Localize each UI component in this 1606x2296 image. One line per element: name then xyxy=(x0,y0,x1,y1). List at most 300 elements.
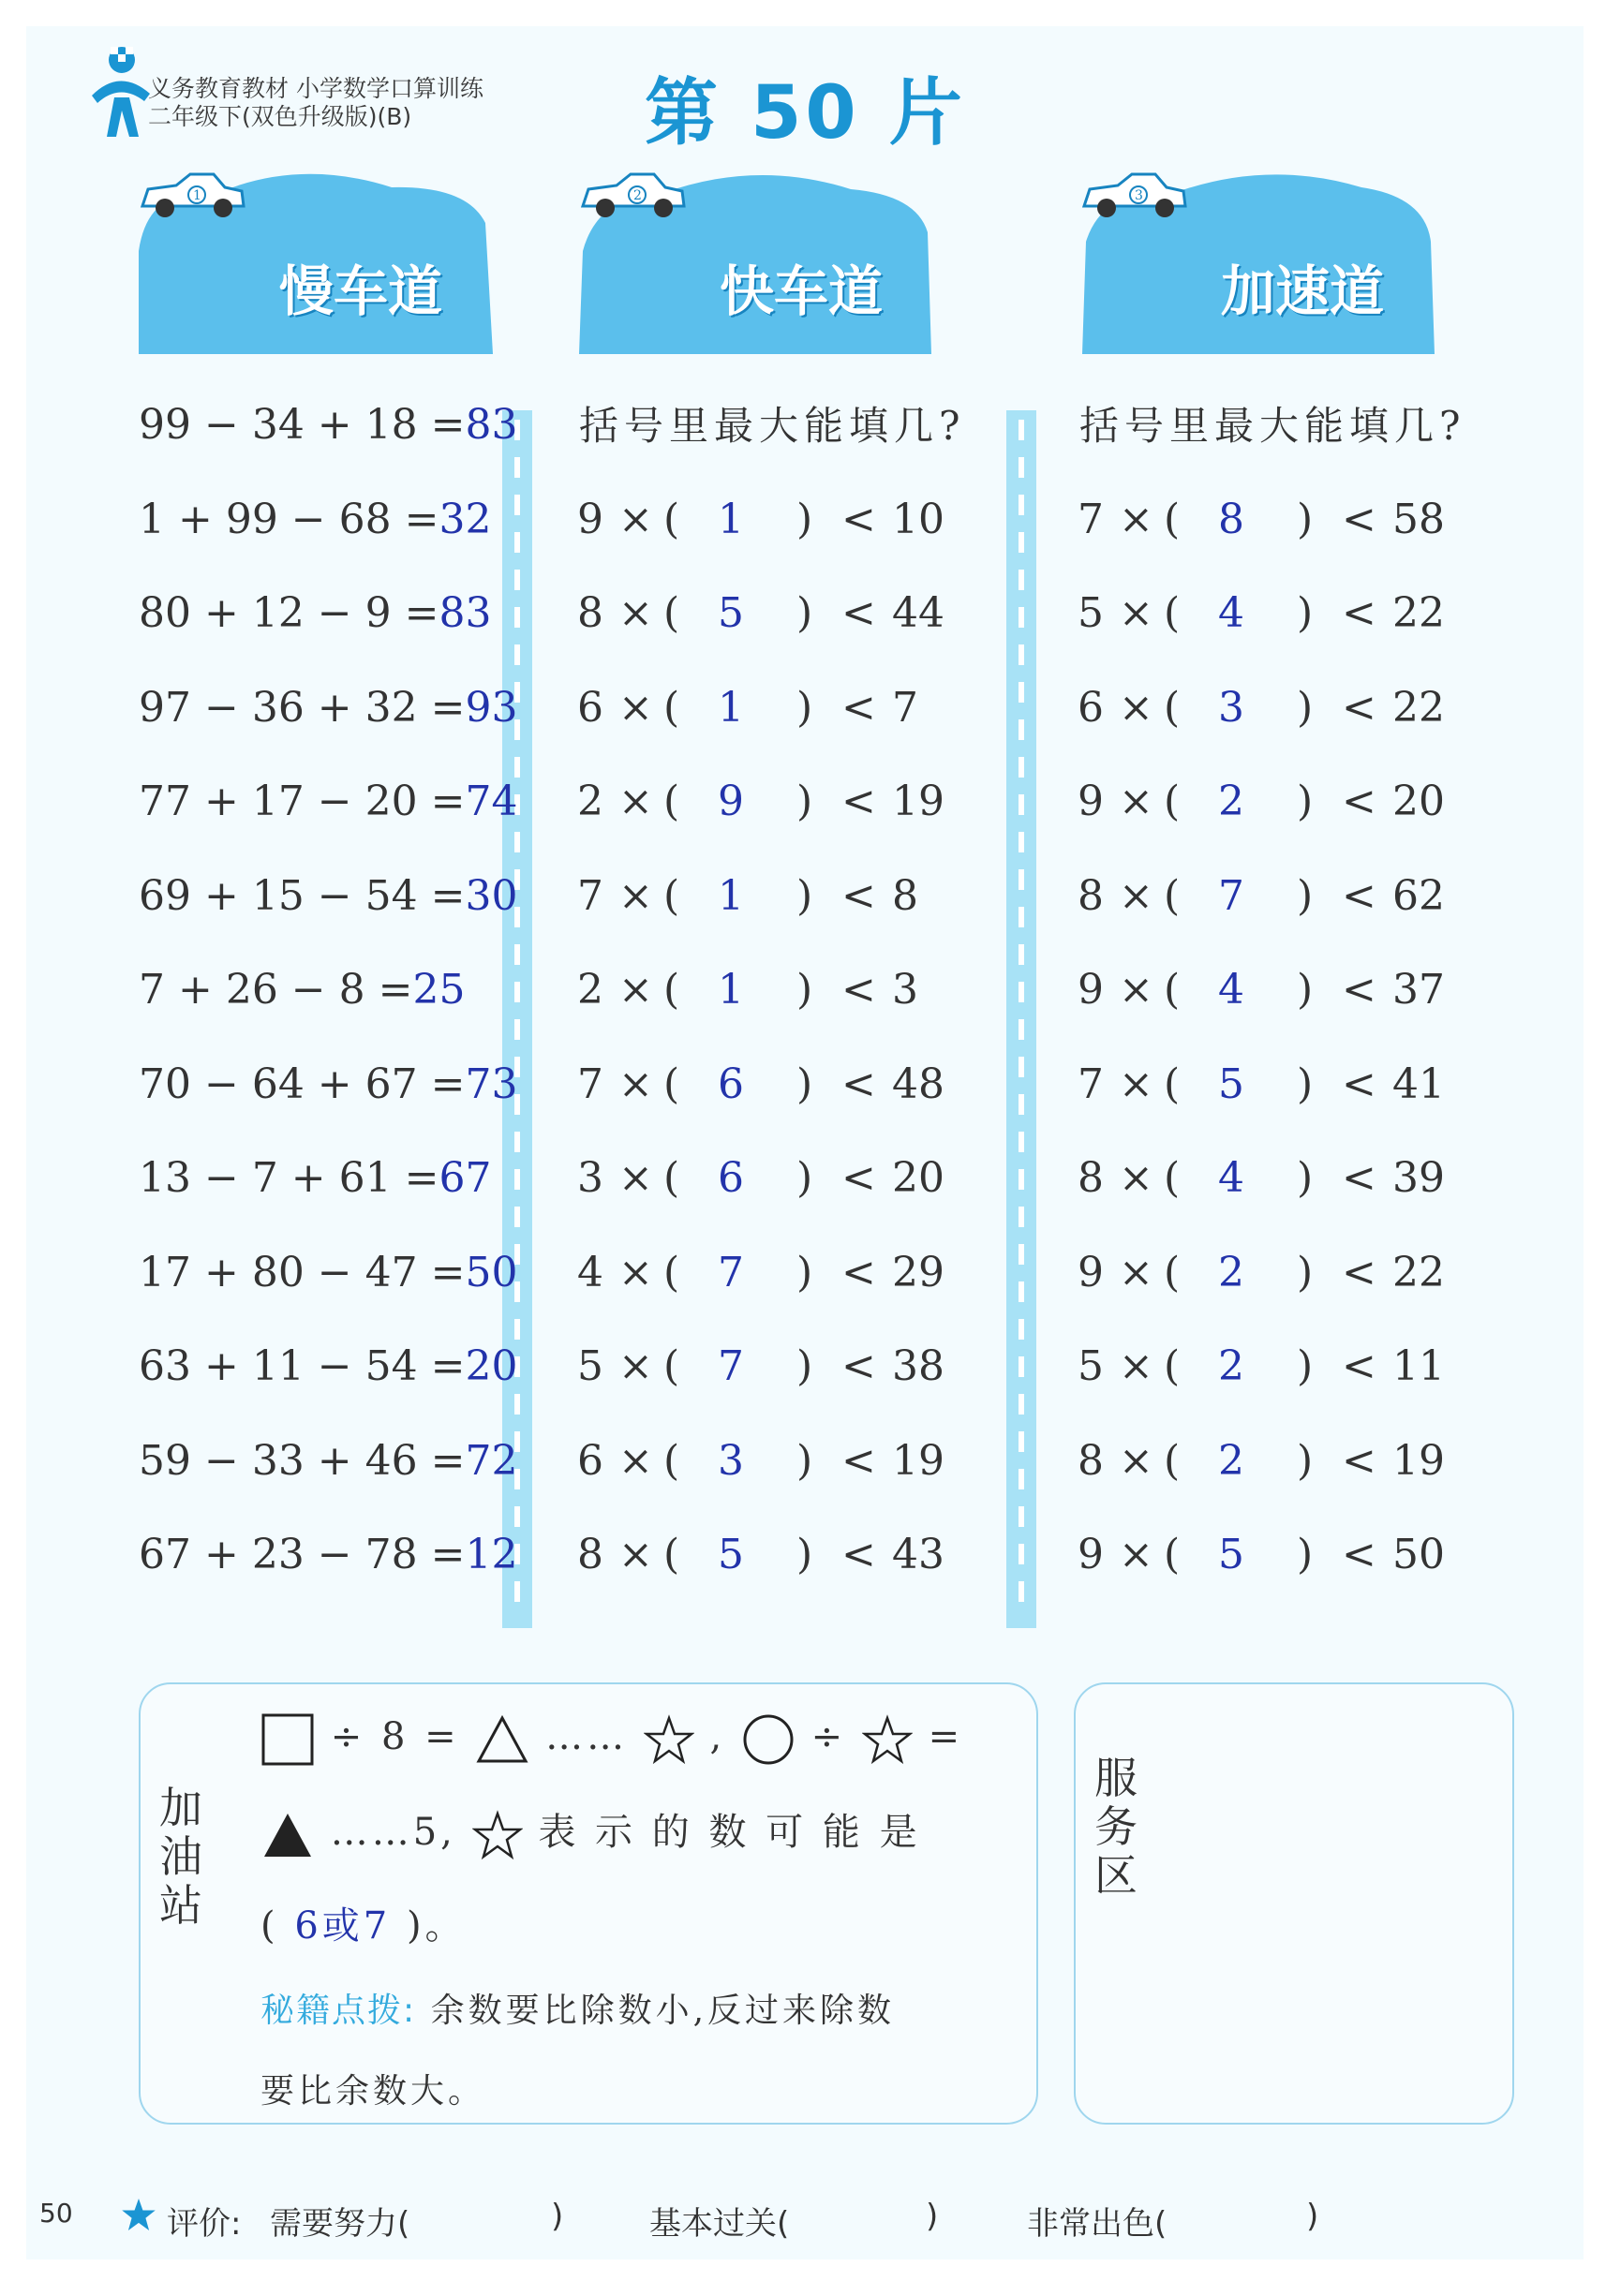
equation-text: 17 + 80 − 47 = xyxy=(139,1248,466,1296)
equation-text: 97 − 36 + 32 = xyxy=(139,683,466,732)
limit-value: 22 xyxy=(1392,683,1445,732)
lane-banner-speed xyxy=(1080,167,1436,363)
divider-dash xyxy=(514,832,520,852)
divider-dash xyxy=(1019,1506,1024,1527)
multiplier: 9 xyxy=(577,495,603,543)
fill-answer: 2 xyxy=(1218,1342,1244,1390)
speed-lane-heading: 括号里最大能填几? xyxy=(1079,403,1466,449)
equation-answer: 74 xyxy=(465,778,518,825)
equation-row xyxy=(139,872,518,928)
limit-value: 3 xyxy=(892,966,918,1014)
fill-row xyxy=(1078,872,1471,928)
equation-answer: 83 xyxy=(439,589,492,637)
divider-dash xyxy=(1019,719,1024,740)
equation-answer: 12 xyxy=(465,1531,518,1578)
race-car-icon xyxy=(139,167,246,223)
paren-open: ( xyxy=(663,778,680,825)
less-than-sign: < xyxy=(841,1059,876,1108)
race-car-icon xyxy=(1080,167,1188,223)
divider-dash xyxy=(1019,532,1024,553)
equation-row xyxy=(139,1060,518,1117)
fill-row xyxy=(577,1060,971,1117)
fast-lane-heading: 括号里最大能填几? xyxy=(579,403,966,449)
multiplier: 5 xyxy=(1078,1342,1104,1390)
times-sign: × xyxy=(618,1248,653,1296)
station-line-2 xyxy=(260,1802,921,1860)
less-than-sign: < xyxy=(1342,1059,1376,1108)
equation-answer: 73 xyxy=(465,1059,518,1108)
divider-dash xyxy=(1019,1431,1024,1452)
times-sign: × xyxy=(1119,966,1153,1014)
multiplier: 6 xyxy=(1078,683,1104,732)
paren-close: ) xyxy=(1297,1342,1314,1390)
divider-dash xyxy=(1019,869,1024,890)
divider-dash xyxy=(1019,644,1024,665)
fill-answer: 2 xyxy=(1218,1436,1244,1485)
divider-dash xyxy=(514,644,520,665)
equation-text: 67 + 23 − 78 = xyxy=(139,1531,466,1578)
limit-value: 7 xyxy=(892,683,918,732)
divider-dash xyxy=(1019,457,1024,478)
tip-key: 秘籍点拨: xyxy=(260,1992,417,2030)
less-than-sign: < xyxy=(1342,1531,1376,1578)
divider-dash xyxy=(1019,944,1024,965)
station-answer: 6或7 xyxy=(294,1904,392,1948)
divider-dash xyxy=(1019,832,1024,852)
station-line-1 xyxy=(260,1712,963,1767)
fill-row xyxy=(1078,1531,1471,1587)
limit-value: 41 xyxy=(1392,1059,1445,1108)
paren-close: ) xyxy=(1297,1531,1314,1578)
divider-dash xyxy=(514,1019,520,1040)
multiplier: 8 xyxy=(1078,871,1104,920)
divider-dash xyxy=(1019,1356,1024,1377)
less-than-sign: < xyxy=(841,871,876,920)
fill-row xyxy=(1078,589,1471,645)
fill-row xyxy=(577,1531,971,1587)
paren-close: ) xyxy=(796,1248,813,1296)
less-than-sign: < xyxy=(841,589,876,637)
series-title xyxy=(148,75,483,131)
square-icon xyxy=(260,1712,315,1767)
multiplier: 5 xyxy=(1078,589,1104,637)
multiplier: 8 xyxy=(577,1531,603,1578)
divider-dash xyxy=(514,495,520,515)
limit-value: 20 xyxy=(892,1154,944,1202)
divider-dash xyxy=(1019,907,1024,927)
paren-open: ( xyxy=(1164,683,1181,732)
equation-text: 99 − 34 + 18 = xyxy=(139,401,466,449)
ellipsis-text: …… xyxy=(545,1715,629,1758)
multiplier: 6 xyxy=(577,1436,603,1485)
limit-value: 58 xyxy=(1392,495,1445,543)
paren-open: ( xyxy=(663,1059,680,1108)
eval-option-1: 需要努力( xyxy=(270,2205,410,2243)
times-sign: × xyxy=(618,1531,653,1578)
fill-answer: 4 xyxy=(1218,589,1244,637)
service-label: 服务区 xyxy=(1094,1753,1138,1901)
star-icon xyxy=(120,2196,157,2233)
fill-row xyxy=(1078,1249,1471,1305)
equation-row xyxy=(139,401,518,457)
times-sign: × xyxy=(1119,1342,1153,1390)
divider-dash xyxy=(1019,607,1024,628)
multiplier: 7 xyxy=(1078,495,1104,543)
times-sign: × xyxy=(1119,589,1153,637)
divider-dash xyxy=(514,457,520,478)
fill-answer: 5 xyxy=(1218,1531,1244,1578)
fill-row xyxy=(577,1154,971,1210)
equation-row xyxy=(139,1154,492,1210)
paren-open: ( xyxy=(1164,1248,1181,1296)
times-sign: × xyxy=(1119,683,1153,732)
lane-divider xyxy=(1006,410,1036,1628)
divider-dash xyxy=(1019,1244,1024,1265)
fill-row xyxy=(1078,966,1471,1022)
multiplier: 9 xyxy=(1078,778,1104,825)
multiplier: 9 xyxy=(1078,966,1104,1014)
divider-dash xyxy=(1019,1394,1024,1415)
paren-open: ( xyxy=(663,1531,680,1578)
divider-dash xyxy=(1019,982,1024,1002)
fill-row xyxy=(577,684,971,740)
car-number: 2 xyxy=(633,188,642,203)
divider-dash xyxy=(514,757,520,778)
fill-row xyxy=(577,1249,971,1305)
question-text: 表 示 的 数 可 能 是 xyxy=(538,1811,921,1854)
equation-row xyxy=(139,1531,518,1587)
divider-dash xyxy=(514,1169,520,1190)
paren-open: ( xyxy=(1164,1531,1181,1578)
equation-answer: 32 xyxy=(439,495,492,543)
divider-dash xyxy=(514,1506,520,1527)
tip-text-2: 要比余数大。 xyxy=(260,2072,486,2111)
fill-row xyxy=(1078,496,1471,552)
less-than-sign: < xyxy=(841,495,876,543)
divider-dash xyxy=(1019,1581,1024,1602)
fill-row xyxy=(1078,1342,1471,1399)
equation-answer: 30 xyxy=(465,871,518,920)
fill-row xyxy=(577,496,971,552)
remainder-text: ……5, xyxy=(330,1811,456,1854)
paren-close: ) xyxy=(796,589,813,637)
paren-close: ) xyxy=(796,1154,813,1202)
paren-close: ) xyxy=(796,683,813,732)
header xyxy=(26,26,1584,157)
limit-value: 48 xyxy=(892,1059,944,1108)
fill-row xyxy=(577,778,971,834)
fill-answer: 7 xyxy=(718,1248,744,1296)
paren-open: ( xyxy=(1164,1342,1181,1390)
fill-answer: 6 xyxy=(718,1059,744,1108)
paren-open: ( xyxy=(1164,778,1181,825)
paren-close: ) xyxy=(796,966,813,1014)
paren-close: ) xyxy=(1297,1248,1314,1296)
page xyxy=(26,26,1584,2259)
equation-row xyxy=(139,589,492,645)
star-icon xyxy=(862,1714,913,1765)
less-than-sign: < xyxy=(1342,1154,1376,1202)
paren-open: ( xyxy=(663,871,680,920)
paren-close: ) xyxy=(796,778,813,825)
multiplier: 8 xyxy=(1078,1436,1104,1485)
car-number: 1 xyxy=(193,188,201,203)
fill-answer: 2 xyxy=(1218,1248,1244,1296)
less-than-sign: < xyxy=(841,1342,876,1390)
less-than-sign: < xyxy=(841,1531,876,1578)
equation-text: 59 − 33 + 46 = xyxy=(139,1436,466,1485)
divider-dash xyxy=(1019,757,1024,778)
divider-dash xyxy=(514,1132,520,1152)
divider-dash xyxy=(1019,1057,1024,1077)
divider-dash xyxy=(1019,1207,1024,1227)
multiplier: 7 xyxy=(1078,1059,1104,1108)
fill-row xyxy=(577,966,971,1022)
divider-dash xyxy=(1019,682,1024,703)
fill-answer: 5 xyxy=(1218,1059,1244,1108)
divider-dash xyxy=(1019,570,1024,590)
paren-open: ( xyxy=(663,1154,680,1202)
divider-dash xyxy=(514,982,520,1002)
limit-value: 62 xyxy=(1392,871,1445,920)
limit-value: 37 xyxy=(1392,966,1445,1014)
divider-dash xyxy=(1019,1169,1024,1190)
paren-close: ) xyxy=(1297,683,1314,732)
fill-answer: 4 xyxy=(1218,966,1244,1014)
limit-value: 19 xyxy=(892,778,944,825)
eval-option-3: 非常出色( xyxy=(1027,2205,1167,2243)
limit-value: 39 xyxy=(1392,1154,1445,1202)
multiplier: 7 xyxy=(577,1059,603,1108)
page-title: 第 50 片 xyxy=(645,71,966,156)
paren-close: ) xyxy=(1297,1059,1314,1108)
divider-dash xyxy=(1019,1019,1024,1040)
paren-open: ( xyxy=(663,495,680,543)
lane-label: 慢车道 xyxy=(279,259,443,323)
equation-answer: 93 xyxy=(465,683,518,732)
divider-dash xyxy=(514,1207,520,1227)
paren-close: ) xyxy=(796,1342,813,1390)
limit-value: 11 xyxy=(1392,1342,1445,1390)
multiplier: 8 xyxy=(1078,1154,1104,1202)
divider-dash xyxy=(1019,495,1024,515)
tip-line-2 xyxy=(260,2065,485,2112)
paren-open: ( xyxy=(663,589,680,637)
paren-open: ( xyxy=(1164,1059,1181,1108)
comma-text: , xyxy=(709,1715,726,1758)
paren-close: ) xyxy=(1297,495,1314,543)
fill-answer: 6 xyxy=(718,1154,744,1202)
equation-answer: 25 xyxy=(412,966,466,1014)
less-than-sign: < xyxy=(841,683,876,732)
less-than-sign: < xyxy=(1342,1436,1376,1485)
less-than-sign: < xyxy=(1342,495,1376,543)
page-number: 50 xyxy=(39,2198,73,2229)
multiplier: 2 xyxy=(577,966,603,1014)
divider-dash xyxy=(1019,1319,1024,1340)
less-than-sign: < xyxy=(841,1436,876,1485)
equation-row xyxy=(139,778,518,834)
less-than-sign: < xyxy=(841,1154,876,1202)
equation-text: 13 − 7 + 61 = xyxy=(139,1154,439,1202)
limit-value: 19 xyxy=(1392,1436,1445,1485)
limit-value: 10 xyxy=(892,495,944,543)
equation-row xyxy=(139,966,466,1022)
paren-open: ( xyxy=(1164,966,1181,1014)
eval-option-2-close: ) xyxy=(926,2198,939,2235)
fill-answer: 9 xyxy=(718,778,744,825)
less-than-sign: < xyxy=(841,1248,876,1296)
times-sign: × xyxy=(1119,1154,1153,1202)
paren-open: ( xyxy=(663,1248,680,1296)
less-than-sign: < xyxy=(841,966,876,1014)
eval-option-1-close: ) xyxy=(551,2198,564,2235)
fill-row xyxy=(1078,684,1471,740)
paren-open: ( xyxy=(1164,871,1181,920)
service-area-box xyxy=(1074,1682,1514,2125)
multiplier: 9 xyxy=(1078,1531,1104,1578)
paren-close: ) xyxy=(1297,778,1314,825)
station-line-3 xyxy=(260,1896,467,1949)
tip-line-1 xyxy=(260,1984,895,2032)
fill-row xyxy=(577,1437,971,1493)
divider-dash xyxy=(514,532,520,553)
times-sign: × xyxy=(1119,1436,1153,1485)
equation-text: 69 + 15 − 54 = xyxy=(139,871,466,920)
equation-text: 1 + 99 − 68 = xyxy=(139,495,439,543)
times-sign: × xyxy=(618,966,653,1014)
equation-text: 7 + 26 − 8 = xyxy=(139,966,413,1014)
lane-label: 加速道 xyxy=(1221,259,1385,323)
star-icon xyxy=(644,1714,694,1765)
paren-open: ( xyxy=(663,1436,680,1485)
limit-value: 50 xyxy=(1392,1531,1445,1578)
division-text-2: ÷ xyxy=(810,1715,847,1758)
fill-row xyxy=(577,589,971,645)
eval-option-2: 基本过关( xyxy=(649,2205,790,2243)
multiplier: 9 xyxy=(1078,1248,1104,1296)
divider-dash xyxy=(1019,1281,1024,1302)
paren-close: ) xyxy=(796,1436,813,1485)
paren-open: ( xyxy=(260,1904,279,1948)
filled-triangle-icon xyxy=(260,1810,315,1860)
times-sign: × xyxy=(1119,778,1153,825)
times-sign: × xyxy=(1119,495,1153,543)
times-sign: × xyxy=(1119,1531,1153,1578)
divider-dash xyxy=(514,570,520,590)
fill-answer: 5 xyxy=(718,1531,744,1578)
lane-banner-fast xyxy=(579,167,935,363)
paren-open: ( xyxy=(1164,589,1181,637)
fill-answer: 3 xyxy=(1218,683,1244,732)
equation-row xyxy=(139,1437,518,1493)
fill-answer: 4 xyxy=(1218,1154,1244,1202)
equation-text: 63 + 11 − 54 = xyxy=(139,1342,466,1390)
fill-row xyxy=(1078,1060,1471,1117)
fill-answer: 5 xyxy=(718,589,744,637)
divider-dash xyxy=(1019,1094,1024,1115)
multiplier: 4 xyxy=(577,1248,603,1296)
equation-answer: 83 xyxy=(465,401,518,449)
divider-dash xyxy=(514,944,520,965)
fill-answer: 7 xyxy=(1218,871,1244,920)
fill-answer: 1 xyxy=(718,683,744,732)
equation-answer: 50 xyxy=(465,1248,518,1296)
times-sign: × xyxy=(618,1154,653,1202)
race-car-icon xyxy=(579,167,687,223)
triangle-icon xyxy=(475,1714,529,1765)
less-than-sign: < xyxy=(1342,1342,1376,1390)
fill-row xyxy=(1078,1154,1471,1210)
limit-value: 29 xyxy=(892,1248,944,1296)
multiplier: 6 xyxy=(577,683,603,732)
equation-row xyxy=(139,1342,518,1399)
equals-text: = xyxy=(928,1715,964,1758)
times-sign: × xyxy=(1119,1059,1153,1108)
paren-close: ) xyxy=(1297,871,1314,920)
paren-open: ( xyxy=(1164,1436,1181,1485)
paren-close: ) xyxy=(796,1531,813,1578)
equation-text: 80 + 12 − 9 = xyxy=(139,589,439,637)
series-line-2: 二年级下(双色升级版)(B) xyxy=(148,103,412,130)
less-than-sign: < xyxy=(841,778,876,825)
multiplier: 5 xyxy=(577,1342,603,1390)
division-text: ÷ 8 = xyxy=(330,1715,460,1758)
times-sign: × xyxy=(618,1059,653,1108)
paren-close: ) xyxy=(1297,966,1314,1014)
fill-row xyxy=(577,872,971,928)
limit-value: 22 xyxy=(1392,1248,1445,1296)
fill-answer: 8 xyxy=(1218,495,1244,543)
less-than-sign: < xyxy=(1342,871,1376,920)
times-sign: × xyxy=(618,683,653,732)
less-than-sign: < xyxy=(1342,589,1376,637)
eval-option-3-close: ) xyxy=(1306,2198,1319,2235)
station-label: 加油站 xyxy=(159,1783,202,1931)
series-line-1: 义务教育教材 小学数学口算训练 xyxy=(148,75,483,102)
divider-dash xyxy=(514,607,520,628)
paren-open: ( xyxy=(663,683,680,732)
divider-dash xyxy=(1019,794,1024,815)
refuel-station-box xyxy=(139,1682,1038,2125)
fill-answer: 1 xyxy=(718,495,744,543)
paren-close: ) xyxy=(796,1059,813,1108)
fill-answer: 1 xyxy=(718,966,744,1014)
times-sign: × xyxy=(618,1436,653,1485)
evaluation-label: 评价: xyxy=(167,2205,242,2243)
equation-answer: 20 xyxy=(465,1342,518,1390)
car-number: 3 xyxy=(1135,188,1143,203)
equation-answer: 72 xyxy=(465,1436,518,1485)
star-icon xyxy=(472,1810,523,1860)
equation-row xyxy=(139,684,518,740)
equation-row xyxy=(139,496,492,552)
paren-open: ( xyxy=(1164,495,1181,543)
limit-value: 19 xyxy=(892,1436,944,1485)
limit-value: 22 xyxy=(1392,589,1445,637)
times-sign: × xyxy=(618,1342,653,1390)
paren-open: ( xyxy=(1164,1154,1181,1202)
multiplier: 2 xyxy=(577,778,603,825)
fill-answer: 3 xyxy=(718,1436,744,1485)
divider-dash xyxy=(514,1319,520,1340)
multiplier: 8 xyxy=(577,589,603,637)
multiplier: 3 xyxy=(577,1154,603,1202)
times-sign: × xyxy=(618,778,653,825)
paren-close: ) xyxy=(796,495,813,543)
limit-value: 8 xyxy=(892,871,918,920)
less-than-sign: < xyxy=(1342,778,1376,825)
